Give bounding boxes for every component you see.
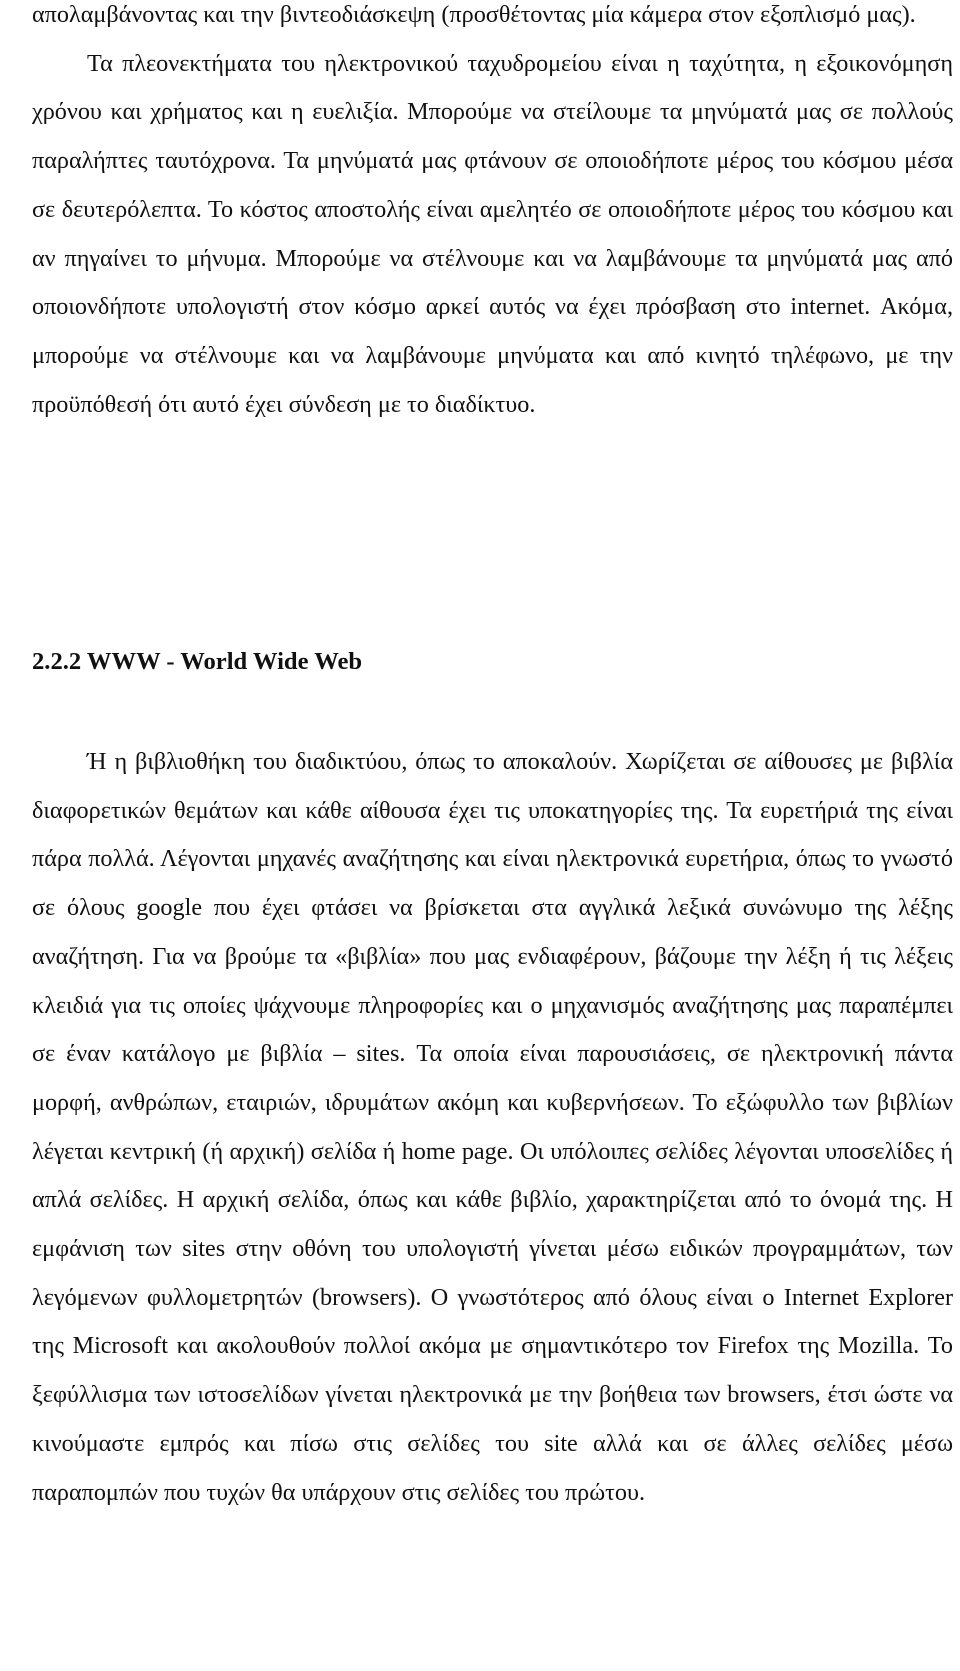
paragraph-2: Τα πλεονεκτήματα του ηλεκτρονικού ταχυδρομείου είναι η ταχύτητα, η εξοικονόμηση χρόνου και χρήματος και η ευελιξία. Μπορούμε να στείλουμε τα μηνύματά μας σε πολλούς παραλήπτες ταυτόχρονα. Τα μηνύματά μας φτάνουν σε οποιοδήποτε μέρος του κόσμου μέσα σε δευτερόλεπτα. Το κόστος αποστολής είναι αμελητέο σε οποιοδήποτε μέρος του κόσμου και αν πηγαίνει το μήνυμα. Μπορούμε να στέλνουμε και να λαμβάνουμε τα μηνύματά μας από οποιονδήποτε υπολογιστή στον κόσμο αρκεί αυτός να έχει πρόσβαση στο internet. Ακόμα, μπορούμε να στέλνουμε και να λαμβάνουμε μηνύματα και από κινητό τηλέφωνο, με την προϋπόθεσή ότι αυτό έχει σύνδεση με το διαδίκτυο. bbox=[32, 49, 953, 418]
paragraph-3: Ή η βιβλιοθήκη του διαδικτύου, όπως το αποκαλούν. Χωρίζεται σε αίθουσες με βιβλία διαφορετικών θεμάτων και κάθε αίθουσα έχει τις υποκατηγορίες της. Τα ευρετήριά της είναι πάρα πολλά. Λέγονται μηχανές αναζήτησης και είναι ηλεκτρονικά ευρετήρια, όπως το γνωστό σε όλους google που έχει φτάσει να βρίσκεται στα αγγλικά λεξικά συνώνυμο της λέξης αναζήτηση. Για να βρούμε τα «βιβλία» που μας ενδιαφέρουν, βάζουμε την λέξη ή τις λέξεις κλειδιά για τις οποίες ψάχνουμε πληροφορίες και ο μηχανισμός αναζήτησης μας παραπέμπει σε έναν κατάλογο με βιβλία – sites. Τα οποία είναι παρουσιάσεις, σε ηλεκτρονική πάντα μορφή, ανθρώπων, εταιριών, ιδρυμάτων ακόμη και κυβερνήσεων. Το εξώφυλλο των βιβλίων λέγεται κεντρική (ή αρχική) σελίδα ή home page. Οι υπόλοιπες σελίδες λέγονται υποσελίδες ή απλά σελίδες. Η αρχική σελίδα, όπως και κάθε βιβλίο, χαρακτηρίζεται από το όνομά της. Η εμφάνιση των sites στην οθόνη του υπολογιστή γίνεται μέσω ειδικών προγραμμάτων, των λεγόμενων φυλλομετρητών (browsers). Ο γνωστότερος από όλους είναι ο Internet Explorer της Microsoft και ακολουθούν πολλοί ακόμα με σημαντικότερο τον Firefox της Mozilla. Το ξεφύλλισμα των ιστοσελίδων γίνεται ηλεκτρονικά με την βοήθεια των browsers, έτσι ώστε να κινούμαστε εμπρός και πίσω στις σελίδες του site αλλά και σε άλλες σελίδες μέσω παραπομπών που τυχών θα υπάρχουν στις σελίδες του πρώτου. bbox=[32, 748, 953, 1506]
document-page bbox=[32, 0, 953, 1506]
paragraph-1: απολαμβάνοντας και την βιντεοδιάσκεψη (προσθέτοντας μία κάμερα στον εξοπλισμό μας). bbox=[32, 1, 916, 28]
section-heading: 2.2.2 WWW - World Wide Web bbox=[32, 648, 363, 675]
